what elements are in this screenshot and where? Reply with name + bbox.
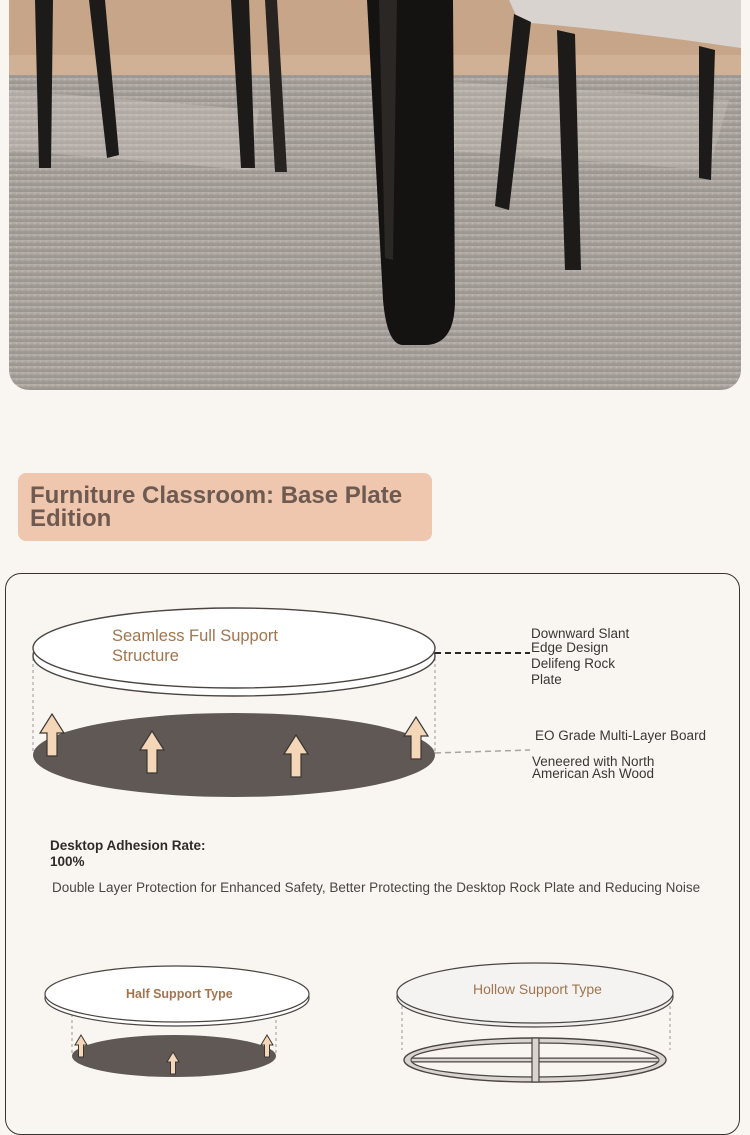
base-plate <box>33 713 435 797</box>
rock-plate-callout: Delifeng Rock Plate <box>531 656 616 687</box>
seamless-structure-label: Seamless Full Support Structure <box>112 627 278 665</box>
adhesion-rate-label: Desktop Adhesion Rate: 100% <box>50 838 206 869</box>
board-callout: EO Grade Multi-Layer Board <box>535 728 707 743</box>
full-support-diagram <box>33 608 530 797</box>
protection-note: Double Layer Protection for Enhanced Safety, Better Protecting the Desktop Rock Plate and Reducing Noise <box>52 880 701 895</box>
slant-edge-callout: Downward Slant Edge Design <box>531 626 630 655</box>
hollow-support-label: Hollow Support Type <box>473 981 602 997</box>
half-support-label: Half Support Type <box>126 987 233 1001</box>
banner-title: Furniture Classroom: Base Plate Edition <box>30 482 403 532</box>
callout-leader <box>435 750 530 753</box>
veneer-callout: Veneered with North American Ash Wood <box>532 754 655 781</box>
half-support-diagram <box>45 966 309 1077</box>
